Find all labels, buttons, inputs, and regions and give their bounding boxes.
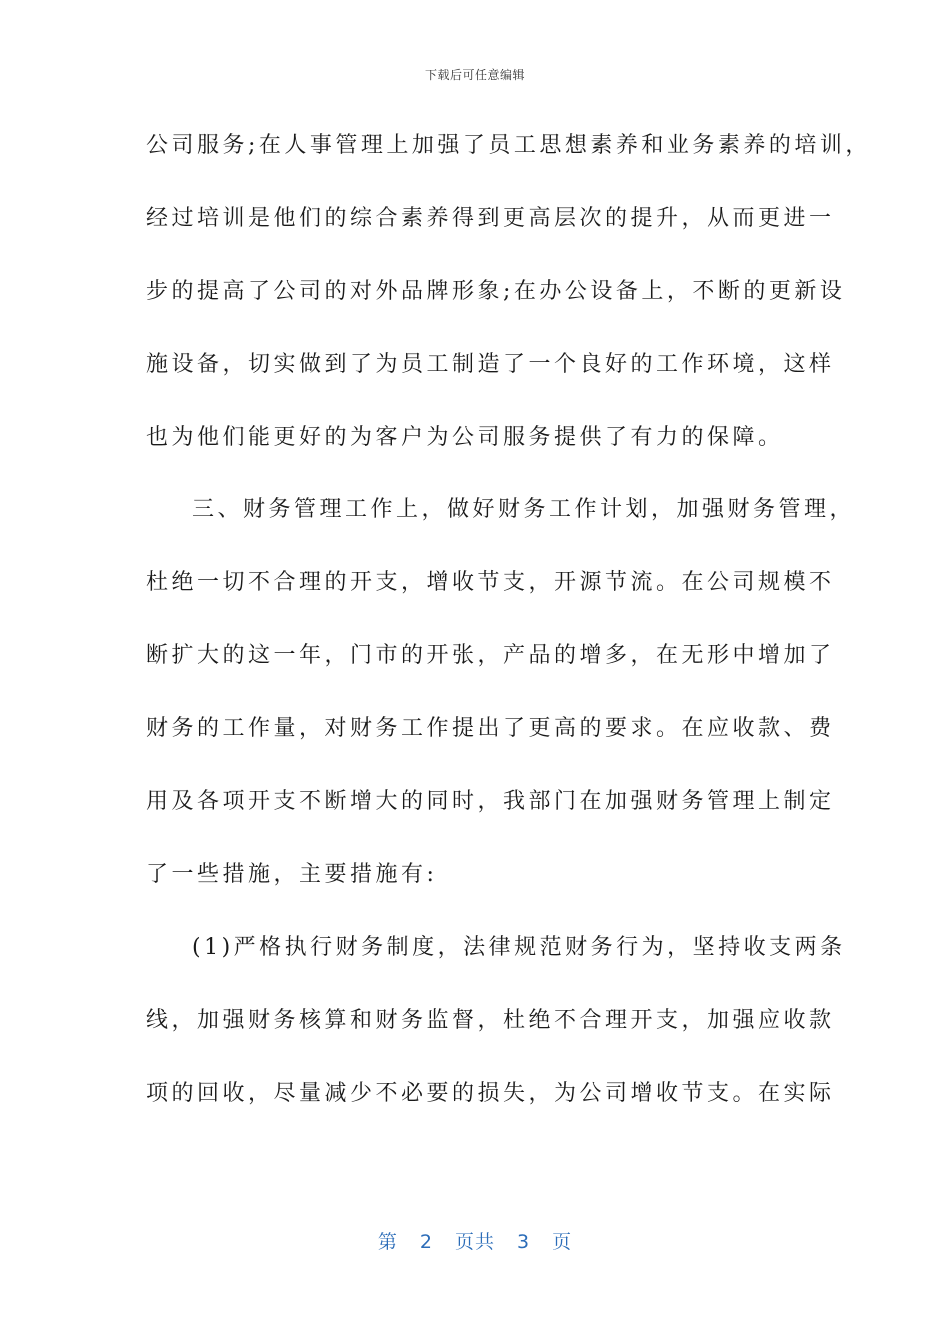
text-line: 施设备，切实做到了为员工制造了一个良好的工作环境，这样 <box>146 351 835 377</box>
text-line: 财务的工作量，对财务工作提出了更高的要求。在应收款、费 <box>146 716 835 742</box>
total-pages: 3 <box>517 1231 531 1253</box>
page-label-mid: 页共 <box>454 1231 495 1253</box>
page-label-prefix: 第 <box>377 1231 398 1253</box>
page-footer <box>0 1227 950 1254</box>
text-line: 步的提高了公司的对外品牌形象;在办公设备上，不断的更新设 <box>146 278 846 304</box>
page-number: 2 <box>419 1231 433 1253</box>
text-line: 线，加强财务核算和财务监督，杜绝不合理开支，加强应收款 <box>146 1007 835 1033</box>
text-line: 也为他们能更好的为客户为公司服务提供了有力的保障。 <box>146 424 784 450</box>
document-body <box>146 122 871 1142</box>
text-line: 了一些措施，主要措施有: <box>146 861 438 887</box>
section-heading-line: 三、财务管理工作上，做好财务工作计划，加强财务管理， <box>192 497 856 523</box>
list-item-line: (1)严格执行财务制度，法律规范财务行为，坚持收支两条 <box>192 934 846 960</box>
text-line: 项的回收，尽量减少不必要的损失，为公司增收节支。在实际 <box>146 1080 835 1106</box>
text-line: 杜绝一切不合理的开支，增收节支，开源节流。在公司规模不 <box>146 570 835 596</box>
text-line: 用及各项开支不断增大的同时，我部门在加强财务管理上制定 <box>146 789 835 815</box>
page-label-suffix: 页 <box>552 1231 573 1253</box>
text-line: 断扩大的这一年，门市的开张，产品的增多，在无形中增加了 <box>146 643 835 669</box>
text-line: 公司服务;在人事管理上加强了员工思想素养和业务素养的培训， <box>146 133 871 158</box>
text-line: 经过培训是他们的综合素养得到更高层次的提升，从而更进一 <box>146 205 835 231</box>
page-header: 下载后可任意编辑 <box>424 68 525 82</box>
